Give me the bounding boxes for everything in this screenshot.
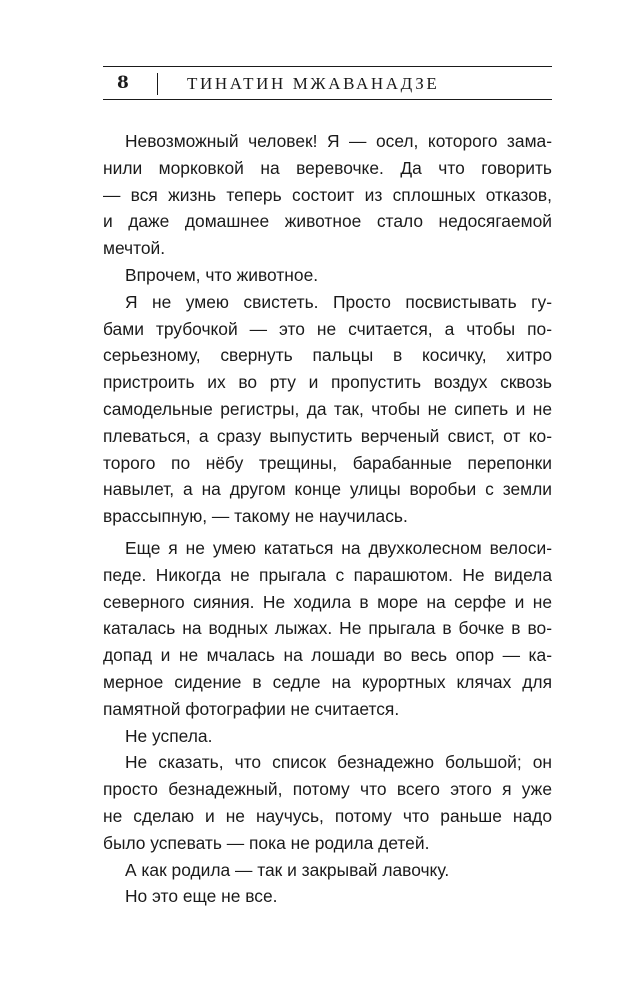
- text-line: серьезному, свернуть пальцы в косичку, хитро: [103, 345, 552, 366]
- page-header: [103, 66, 552, 100]
- text-line: не сделаю и не научусь, потому что раньше надо: [103, 805, 552, 826]
- text-line: памятной фотографии не считается.: [103, 698, 400, 719]
- text-line: бами трубочкой — это не считается, а чтобы по-: [103, 318, 552, 339]
- text-line: Не сказать, что список безнадежно большой; он: [125, 752, 552, 773]
- text-line: Не успела.: [125, 725, 213, 746]
- text-line: просто безнадежный, потому что всего этого я уже: [103, 779, 552, 800]
- text-line: — вся жизнь теперь состоит из сплошных отказов,: [103, 184, 552, 205]
- text-line: нили морковкой на веревочке. Да что говорить: [103, 157, 552, 178]
- header-separator: [157, 73, 158, 95]
- text-line: Впрочем, что животное.: [125, 264, 319, 285]
- body-text: [103, 128, 552, 910]
- text-line: каталась на водных лыжах. Не прыгала в бочке в во-: [103, 618, 552, 639]
- text-line: допад и не мчалась на лошади во весь опор — ка-: [103, 645, 552, 666]
- header-top-rule: [103, 66, 552, 67]
- text-line: Еще я не умею кататься на двухколесном велоси-: [125, 537, 552, 558]
- header-bottom-rule: [103, 99, 552, 100]
- text-line: мерное сидение в седле на курортных клячах для: [103, 671, 552, 692]
- text-line: навылет, а на другом конце улицы воробьи с земли: [103, 479, 552, 500]
- text-line: мечтой.: [103, 238, 166, 259]
- text-line: плеваться, а сразу выпустить верченый свист, от ко-: [103, 425, 552, 446]
- text-line: северного сияния. Не ходила в море на серфе и не: [103, 591, 552, 612]
- text-line: врассыпную, — такому не научилась.: [103, 506, 408, 527]
- text-line: Я не умею свистеть. Просто посвистывать гу-: [125, 291, 552, 312]
- text-line: было успевать — пока не родила детей.: [103, 832, 430, 853]
- text-line: пристроить их во рту и пропустить воздух сквозь: [103, 372, 552, 393]
- text-line: самодельные регистры, да так, чтобы не сипеть и не: [103, 398, 552, 419]
- running-head: ТИНАТИН МЖАВАНАДЗЕ: [187, 74, 440, 93]
- page-number: 8: [117, 73, 129, 93]
- text-line: и даже домашнее животное стало недосягаемой: [103, 211, 552, 232]
- text-line: А как родила — так и закрывай лавочку.: [125, 859, 450, 880]
- text-line: Невозможный человек! Я — осел, которого зама-: [125, 131, 552, 151]
- text-line: Но это еще не все.: [125, 886, 278, 907]
- text-line: торого по нёбу трещины, барабанные перепонки: [103, 452, 552, 473]
- text-line: педе. Никогда не прыгала с парашютом. Не видела: [103, 564, 552, 585]
